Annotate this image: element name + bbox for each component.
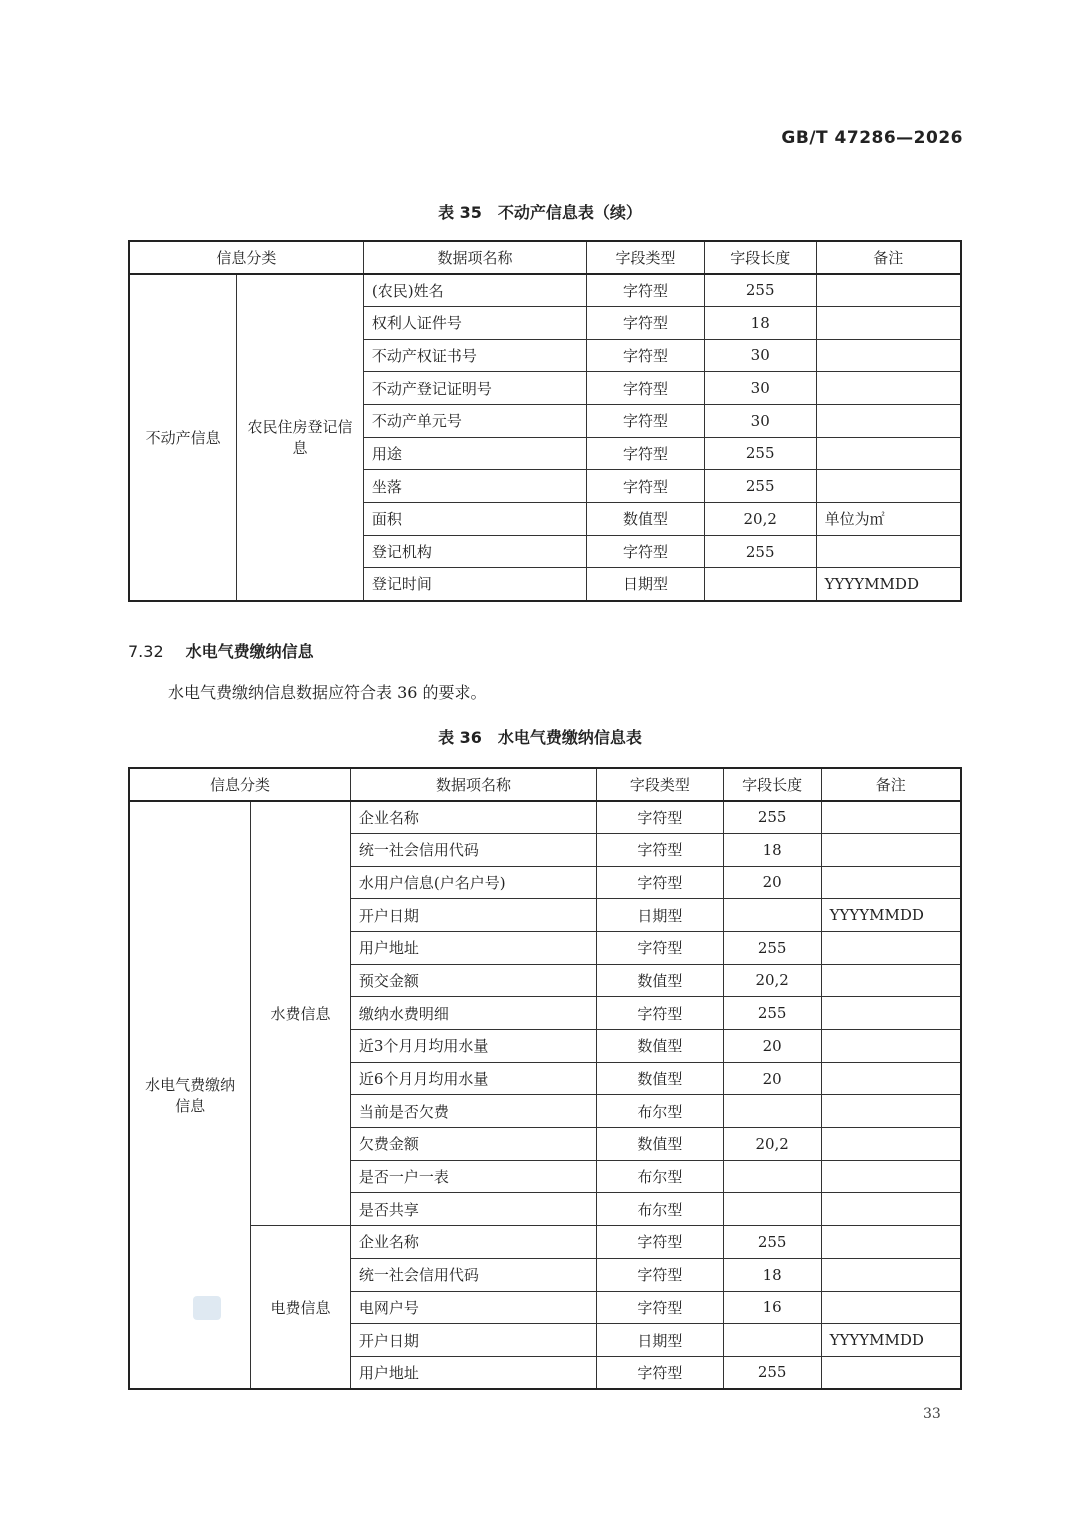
header-cell: 字段类型 bbox=[597, 768, 724, 801]
table-header-row bbox=[129, 768, 961, 801]
field-type-cell: 日期型 bbox=[587, 568, 705, 601]
field-type-cell: 字符型 bbox=[587, 339, 705, 372]
item-name-cell: 统一社会信用代码 bbox=[350, 1258, 596, 1291]
table-row bbox=[129, 274, 961, 307]
item-name-cell: 近6个月月均用水量 bbox=[350, 1062, 596, 1095]
note-cell bbox=[821, 833, 961, 866]
table36 bbox=[128, 767, 962, 1390]
field-type-cell: 日期型 bbox=[597, 1324, 724, 1357]
table-row bbox=[129, 1226, 961, 1259]
note-cell bbox=[821, 866, 961, 899]
field-length-cell bbox=[723, 899, 821, 932]
header-cell: 字段长度 bbox=[723, 768, 821, 801]
field-length-cell: 20 bbox=[723, 866, 821, 899]
item-name-cell: 缴纳水费明细 bbox=[350, 997, 596, 1030]
header-cell: 信息分类 bbox=[129, 241, 363, 274]
field-type-cell: 数值型 bbox=[597, 1128, 724, 1161]
field-length-cell: 20,2 bbox=[723, 1128, 821, 1161]
header-cell: 字段长度 bbox=[704, 241, 816, 274]
item-name-cell: 用户地址 bbox=[350, 931, 596, 964]
note-cell bbox=[816, 306, 961, 339]
subcategory-cell: 农民住房登记信息 bbox=[237, 274, 364, 601]
item-name-cell: 近3个月月均用水量 bbox=[350, 1030, 596, 1063]
field-type-cell: 字符型 bbox=[597, 866, 724, 899]
note-cell bbox=[821, 1226, 961, 1259]
note-cell bbox=[821, 1128, 961, 1161]
note-cell bbox=[816, 535, 961, 568]
field-type-cell: 字符型 bbox=[597, 1291, 724, 1324]
sac-logo-watermark bbox=[193, 1296, 221, 1320]
field-type-cell: 字符型 bbox=[597, 833, 724, 866]
field-length-cell: 20 bbox=[723, 1062, 821, 1095]
field-length-cell: 18 bbox=[723, 1258, 821, 1291]
note-cell bbox=[821, 1062, 961, 1095]
field-length-cell: 18 bbox=[723, 833, 821, 866]
field-length-cell: 20,2 bbox=[704, 503, 816, 536]
note-cell bbox=[821, 1193, 961, 1226]
header-cell: 字段类型 bbox=[587, 241, 705, 274]
header-cell: 数据项名称 bbox=[363, 241, 586, 274]
section-title: 水电气费缴纳信息 bbox=[185, 642, 314, 661]
item-name-cell: 不动产单元号 bbox=[363, 404, 586, 437]
category-cell: 水电气费缴纳信息 bbox=[129, 801, 251, 1389]
item-name-cell: 坐落 bbox=[363, 470, 586, 503]
header-cell: 备注 bbox=[816, 241, 961, 274]
table-header-row bbox=[129, 241, 961, 274]
header-cell: 数据项名称 bbox=[350, 768, 596, 801]
field-type-cell: 布尔型 bbox=[597, 1095, 724, 1128]
page-number: 33 bbox=[923, 1406, 941, 1422]
section-heading bbox=[128, 639, 314, 662]
field-length-cell bbox=[723, 1193, 821, 1226]
item-name-cell: 统一社会信用代码 bbox=[350, 833, 596, 866]
note-cell: YYYYMMDD bbox=[821, 1324, 961, 1357]
note-cell bbox=[821, 997, 961, 1030]
item-name-cell: 用户地址 bbox=[350, 1356, 596, 1389]
field-type-cell: 字符型 bbox=[587, 274, 705, 307]
table35-caption: 表 35 不动产信息表（续） bbox=[438, 203, 642, 222]
field-type-cell: 字符型 bbox=[597, 1356, 724, 1389]
item-name-cell: 企业名称 bbox=[350, 1226, 596, 1259]
note-cell bbox=[816, 404, 961, 437]
field-type-cell: 布尔型 bbox=[597, 1193, 724, 1226]
field-type-cell: 字符型 bbox=[587, 470, 705, 503]
field-length-cell bbox=[704, 568, 816, 601]
field-length-cell: 255 bbox=[723, 1356, 821, 1389]
field-type-cell: 字符型 bbox=[597, 1258, 724, 1291]
section-number: 7.32 bbox=[128, 642, 164, 661]
note-cell bbox=[821, 931, 961, 964]
field-length-cell: 255 bbox=[704, 274, 816, 307]
item-name-cell: 预交金额 bbox=[350, 964, 596, 997]
field-type-cell: 数值型 bbox=[597, 1062, 724, 1095]
item-name-cell: 开户日期 bbox=[350, 1324, 596, 1357]
field-type-cell: 字符型 bbox=[587, 404, 705, 437]
note-cell bbox=[821, 1030, 961, 1063]
note-cell bbox=[821, 964, 961, 997]
note-cell bbox=[816, 470, 961, 503]
field-type-cell: 字符型 bbox=[597, 997, 724, 1030]
table35 bbox=[128, 240, 962, 602]
item-name-cell: 开户日期 bbox=[350, 899, 596, 932]
field-length-cell: 255 bbox=[723, 801, 821, 834]
field-length-cell: 20 bbox=[723, 1030, 821, 1063]
note-cell bbox=[816, 372, 961, 405]
table36-caption: 表 36 水电气费缴纳信息表 bbox=[438, 728, 642, 747]
subcategory-cell: 电费信息 bbox=[251, 1226, 351, 1389]
item-name-cell: 不动产权证书号 bbox=[363, 339, 586, 372]
field-type-cell: 字符型 bbox=[597, 931, 724, 964]
note-cell bbox=[821, 1095, 961, 1128]
item-name-cell: 登记机构 bbox=[363, 535, 586, 568]
field-length-cell: 30 bbox=[704, 372, 816, 405]
note-cell bbox=[821, 1258, 961, 1291]
item-name-cell: 用途 bbox=[363, 437, 586, 470]
field-type-cell: 布尔型 bbox=[597, 1160, 724, 1193]
field-type-cell: 字符型 bbox=[587, 306, 705, 339]
header-cell: 信息分类 bbox=[129, 768, 350, 801]
field-type-cell: 日期型 bbox=[597, 899, 724, 932]
note-cell: YYYYMMDD bbox=[816, 568, 961, 601]
note-cell bbox=[821, 1291, 961, 1324]
note-cell: 单位为㎡ bbox=[816, 503, 961, 536]
field-type-cell: 数值型 bbox=[597, 1030, 724, 1063]
note-cell bbox=[816, 437, 961, 470]
field-type-cell: 字符型 bbox=[597, 801, 724, 834]
field-type-cell: 数值型 bbox=[597, 964, 724, 997]
field-length-cell: 30 bbox=[704, 404, 816, 437]
field-type-cell: 字符型 bbox=[587, 437, 705, 470]
item-name-cell: 水用户信息(户名户号) bbox=[350, 866, 596, 899]
header-cell: 备注 bbox=[821, 768, 961, 801]
category-cell: 不动产信息 bbox=[129, 274, 237, 601]
item-name-cell: 权利人证件号 bbox=[363, 306, 586, 339]
note-cell bbox=[816, 274, 961, 307]
table-row bbox=[129, 801, 961, 834]
section-paragraph: 水电气费缴纳信息数据应符合表 36 的要求。 bbox=[168, 683, 487, 702]
field-length-cell bbox=[723, 1160, 821, 1193]
item-name-cell: (农民)姓名 bbox=[363, 274, 586, 307]
item-name-cell: 登记时间 bbox=[363, 568, 586, 601]
field-length-cell: 255 bbox=[704, 437, 816, 470]
item-name-cell: 当前是否欠费 bbox=[350, 1095, 596, 1128]
standard-number: GB/T 47286—2026 bbox=[781, 128, 963, 148]
item-name-cell: 是否一户一表 bbox=[350, 1160, 596, 1193]
field-type-cell: 字符型 bbox=[597, 1226, 724, 1259]
note-cell bbox=[821, 801, 961, 834]
field-type-cell: 字符型 bbox=[587, 535, 705, 568]
field-length-cell bbox=[723, 1095, 821, 1128]
note-cell bbox=[821, 1356, 961, 1389]
field-length-cell: 30 bbox=[704, 339, 816, 372]
field-length-cell: 255 bbox=[723, 931, 821, 964]
field-length-cell: 255 bbox=[723, 1226, 821, 1259]
field-length-cell: 18 bbox=[704, 306, 816, 339]
item-name-cell: 欠费金额 bbox=[350, 1128, 596, 1161]
note-cell bbox=[816, 339, 961, 372]
note-cell bbox=[821, 1160, 961, 1193]
field-length-cell: 20,2 bbox=[723, 964, 821, 997]
field-type-cell: 数值型 bbox=[587, 503, 705, 536]
item-name-cell: 企业名称 bbox=[350, 801, 596, 834]
note-cell: YYYYMMDD bbox=[821, 899, 961, 932]
field-length-cell: 255 bbox=[723, 997, 821, 1030]
item-name-cell: 不动产登记证明号 bbox=[363, 372, 586, 405]
field-length-cell: 16 bbox=[723, 1291, 821, 1324]
subcategory-cell: 水费信息 bbox=[251, 801, 351, 1226]
field-length-cell bbox=[723, 1324, 821, 1357]
item-name-cell: 面积 bbox=[363, 503, 586, 536]
field-length-cell: 255 bbox=[704, 470, 816, 503]
field-length-cell: 255 bbox=[704, 535, 816, 568]
item-name-cell: 电网户号 bbox=[350, 1291, 596, 1324]
field-type-cell: 字符型 bbox=[587, 372, 705, 405]
item-name-cell: 是否共享 bbox=[350, 1193, 596, 1226]
